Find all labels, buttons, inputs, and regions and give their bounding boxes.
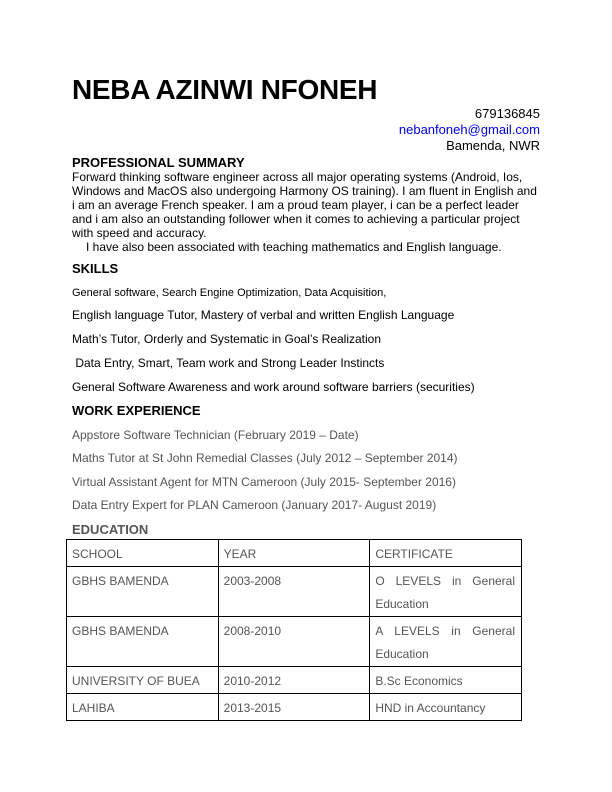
skill-item: Data Entry, Smart, Team work and Strong Leader Instincts — [72, 356, 385, 370]
work-item: Maths Tutor at St John Remedial Classes (July 2012 – September 2014) — [72, 451, 458, 465]
school-cell: GBHS BAMENDA — [67, 567, 219, 617]
table-row — [67, 667, 522, 694]
year-cell: 2008-2010 — [218, 617, 370, 667]
header-cell: SCHOOL — [67, 540, 219, 567]
work-item: Virtual Assistant Agent for MTN Cameroon (July 2015- September 2016) — [72, 475, 456, 489]
header-cell: YEAR — [218, 540, 370, 567]
year-cell: 2013-2015 — [218, 694, 370, 721]
table-row — [67, 694, 522, 721]
skill-item: Math’s Tutor, Orderly and Systematic in Goal’s Realization — [72, 332, 382, 346]
skill-item: English language Tutor, Mastery of verbal and written English Language — [72, 308, 455, 322]
certificate-cell: B.Sc Economics — [370, 667, 522, 694]
summary-extra: I have also been associated with teaching mathematics and English language. — [86, 240, 502, 254]
school-cell: UNIVERSITY OF BUEA — [67, 667, 219, 694]
education-table — [66, 539, 522, 721]
location: Bamenda, NWR — [446, 138, 540, 153]
skill-item: General software, Search Engine Optimization, Data Acquisition, — [72, 287, 387, 299]
table-row — [67, 617, 522, 667]
candidate-name: NEBA AZINWI NFONEH — [72, 74, 378, 105]
summary-text — [72, 170, 540, 254]
summary-paragraph: Forward thinking software engineer across all major operating systems (Android, Ios, Windows and MacOS also undergoing Harmony OS training). I am fluent in English and i am an average French speaker. I am a proud team player, i can be a perfect leader and i am also an outstanding follower when it comes to achieving a particular project with speed and accuracy. — [72, 170, 537, 240]
school-cell: GBHS BAMENDA — [67, 617, 219, 667]
phone: 679136845 — [474, 106, 540, 121]
table-header-row — [67, 540, 522, 567]
year-cell: 2003-2008 — [218, 567, 370, 617]
work-item: Data Entry Expert for PLAN Cameroon (January 2017- August 2019) — [72, 498, 437, 512]
education-heading: EDUCATION — [72, 522, 149, 537]
certificate-cell: A LEVELS in General Education — [370, 617, 522, 667]
certificate-cell: HND in Accountancy — [370, 694, 522, 721]
work-item: Appstore Software Technician (February 2019 – Date) — [72, 428, 359, 442]
work-heading: WORK EXPERIENCE — [72, 403, 201, 418]
header-cell: CERTIFICATE — [370, 540, 522, 567]
table-row — [67, 567, 522, 617]
email-link[interactable]: nebanfoneh@gmail.com — [398, 122, 540, 137]
skill-item: General Software Awareness and work around software barriers (securities) — [72, 380, 475, 394]
skills-heading: SKILLS — [72, 261, 119, 276]
year-cell: 2010-2012 — [218, 667, 370, 694]
summary-heading: PROFESSIONAL SUMMARY — [72, 155, 245, 170]
certificate-cell: O LEVELS in General Education — [370, 567, 522, 617]
school-cell: LAHIBA — [67, 694, 219, 721]
